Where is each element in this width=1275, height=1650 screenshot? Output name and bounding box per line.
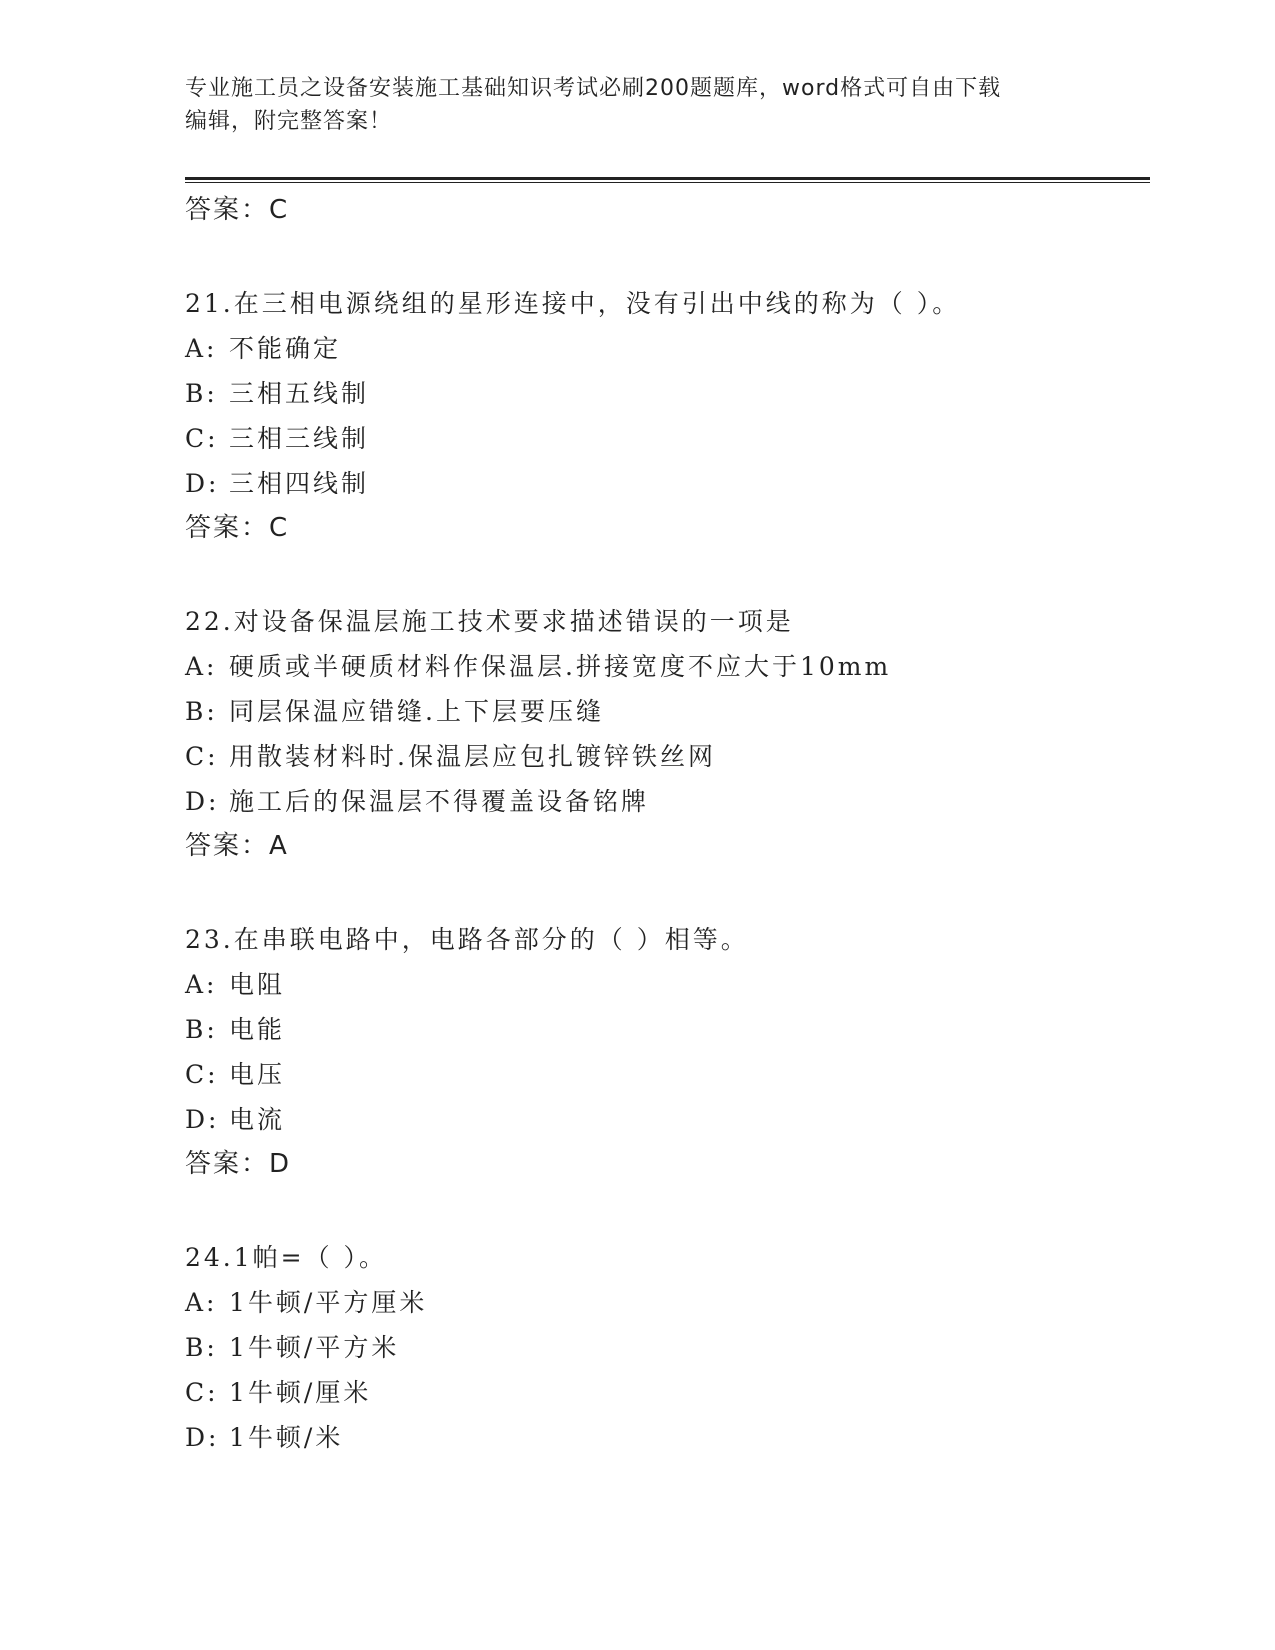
option-key: B: — [185, 1015, 218, 1044]
answer-line: 答案：C — [185, 513, 290, 543]
option-key: A: — [185, 970, 218, 999]
option-key: A: — [185, 334, 218, 363]
spacer — [185, 551, 1150, 599]
option-b — [185, 1007, 1150, 1052]
option-c — [185, 1370, 1150, 1415]
spacer — [185, 233, 1150, 281]
question-block — [185, 281, 1150, 551]
option-text: 三相五线制 — [229, 379, 370, 408]
question-stem: 23.在串联电路中，电路各部分的（ ）相等。 — [185, 925, 749, 954]
option-c — [185, 1052, 1150, 1097]
option-text: 1牛顿/米 — [229, 1423, 344, 1452]
question-block — [185, 1235, 1150, 1460]
option-key: B: — [185, 379, 218, 408]
document-header — [185, 72, 1085, 138]
option-a — [185, 962, 1150, 1007]
option-key: D: — [185, 1105, 220, 1134]
option-text: 施工后的保温层不得覆盖设备铭牌 — [229, 787, 650, 816]
option-key: B: — [185, 697, 218, 726]
option-c — [185, 734, 1150, 779]
option-text: 1牛顿/平方厘米 — [229, 1288, 428, 1317]
option-text: 不能确定 — [229, 334, 342, 363]
option-a — [185, 644, 1150, 689]
question-block — [185, 917, 1150, 1187]
option-text: 电流 — [229, 1105, 286, 1134]
answer-line: 答案：D — [185, 1149, 292, 1179]
header-divider-thick — [185, 177, 1150, 180]
option-text: 同层保温应错缝.上下层要压缝 — [229, 697, 604, 726]
option-key: D: — [185, 1423, 220, 1452]
question-list — [185, 188, 1150, 1460]
question-stem: 22.对设备保温层施工技术要求描述错误的一项是 — [185, 607, 794, 636]
answer-line: 答案：A — [185, 831, 289, 861]
option-a — [185, 1280, 1150, 1325]
question-stem: 21.在三相电源绕组的星形连接中，没有引出中线的称为（ ）。 — [185, 289, 961, 318]
option-a — [185, 326, 1150, 371]
option-key: D: — [185, 787, 220, 816]
header-title-line-1: 专业施工员之设备安装施工基础知识考试必刷200题题库，word格式可自由下载 — [185, 76, 1002, 101]
header-title-line-2: 编辑，附完整答案！ — [185, 109, 393, 134]
option-text: 三相三线制 — [229, 424, 370, 453]
option-key: D: — [185, 469, 220, 498]
option-text: 1牛顿/平方米 — [229, 1333, 400, 1362]
option-key: A: — [185, 652, 218, 681]
question-block — [185, 599, 1150, 869]
option-key: B: — [185, 1333, 218, 1362]
option-key: C: — [185, 742, 219, 771]
spacer — [185, 1187, 1150, 1235]
option-b — [185, 689, 1150, 734]
option-d — [185, 1097, 1150, 1142]
option-d — [185, 461, 1150, 506]
option-text: 1牛顿/厘米 — [229, 1378, 372, 1407]
option-key: C: — [185, 1378, 219, 1407]
option-key: A: — [185, 1288, 218, 1317]
option-d — [185, 779, 1150, 824]
previous-answer: 答案：C — [185, 195, 290, 225]
option-text: 电压 — [229, 1060, 286, 1089]
header-divider-thin — [185, 182, 1150, 183]
option-text: 电能 — [229, 1015, 286, 1044]
question-stem: 24.1帕=（ ）。 — [185, 1243, 388, 1272]
option-key: C: — [185, 424, 219, 453]
option-c — [185, 416, 1150, 461]
option-text: 用散装材料时.保温层应包扎镀锌铁丝网 — [229, 742, 716, 771]
option-key: C: — [185, 1060, 219, 1089]
option-b — [185, 1325, 1150, 1370]
spacer — [185, 869, 1150, 917]
option-b — [185, 371, 1150, 416]
option-text: 硬质或半硬质材料作保温层.拼接宽度不应大于10mm — [229, 652, 892, 681]
option-text: 电阻 — [229, 970, 286, 999]
option-d — [185, 1415, 1150, 1460]
option-text: 三相四线制 — [229, 469, 370, 498]
